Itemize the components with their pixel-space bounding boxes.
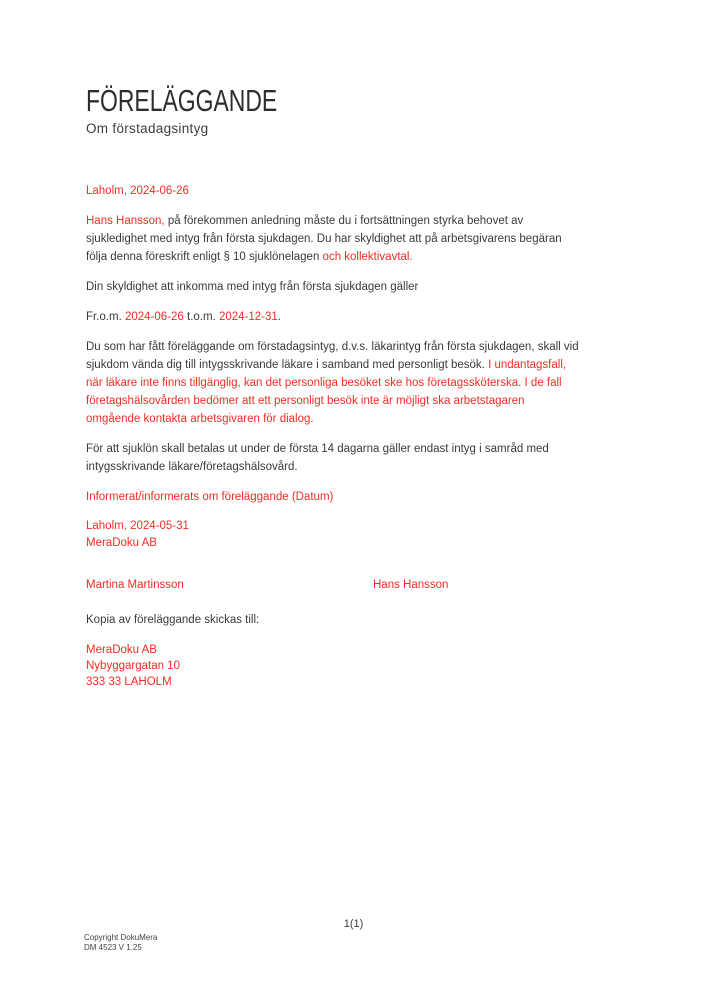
copy-heading: Kopia av föreläggande skickas till: <box>86 614 260 626</box>
collective-agreement-ref: och kollektivavtal. <box>322 251 413 263</box>
signing-block <box>86 518 646 552</box>
from-date: 2024-06-26 <box>124 311 184 323</box>
signature-employee: Hans Hansson <box>373 579 449 591</box>
text-segment: på förekommen anledning måste du i fortsättningen styrka behovet av <box>164 215 524 227</box>
text-line: omgående kontakta arbetsgivaren för dialog. <box>86 413 314 425</box>
signing-company: MeraDoku AB <box>86 537 157 549</box>
document-version: DM 4523 V 1.25 <box>84 943 142 952</box>
signature-employer: Martina Martinsson <box>86 579 184 591</box>
to-date: 2024-12-31 <box>218 311 278 323</box>
copyright-line: Copyright DokuMera <box>84 933 158 942</box>
informed-date-line: Informerat/informerats om föreläggande (Datum) <box>86 491 334 503</box>
exception-clause: I undantagsfall, <box>484 359 567 371</box>
text-line: För att sjuklön skall betalas ut under de första 14 dagarna gäller endast intyg i samråd med <box>86 443 549 455</box>
paragraph-sick-pay <box>86 440 646 476</box>
address-street: Nybyggargatan 10 <box>86 660 180 672</box>
paragraph-validity-intro: Din skyldighet att inkomma med intyg från första sjukdagen gäller <box>86 281 419 293</box>
address-postal-city: 333 33 LAHOLM <box>86 676 172 688</box>
text-line: Du som har fått föreläggande om förstadagsintyg, d.v.s. läkarintyg från första sjukdagen, skall vid <box>86 341 579 353</box>
signature-row <box>86 576 646 594</box>
text-line: företagshälsovården bedömer att ett personligt besök inte är möjligt ska arbetstagaren <box>86 395 525 407</box>
text-line: sjukledighet med intyg från första sjukdagen. Du har skyldighet att på arbetsgivarens begäran <box>86 233 562 245</box>
text-line <box>86 212 646 230</box>
copyright-block <box>84 933 157 953</box>
text-line: intygsskrivande läkare/företagshälsovård. <box>86 461 298 473</box>
paragraph-obligation <box>86 212 646 266</box>
text-line <box>86 248 646 266</box>
text-line <box>86 356 646 374</box>
address-company: MeraDoku AB <box>86 644 157 656</box>
document-title: FÖRELÄGGANDE <box>86 83 278 118</box>
text-segment: följa denna föreskrift enligt § 10 sjuklönelagen <box>86 251 323 263</box>
document-subtitle: Om förstadagsintyg <box>86 121 209 136</box>
copy-address-block <box>86 642 646 690</box>
employee-name: Hans Hansson, <box>86 215 165 227</box>
paragraph-validity-dates <box>86 308 646 326</box>
signing-place-date: Laholm, 2024-05-31 <box>86 520 189 532</box>
issue-date-line: Laholm, 2024-06-26 <box>86 185 189 197</box>
text-segment: . <box>277 311 281 323</box>
page-number: 1(1) <box>343 918 364 930</box>
text-segment: t.o.m. <box>183 311 219 323</box>
text-segment: Fr.o.m. <box>86 311 125 323</box>
document-content <box>86 83 646 690</box>
text-line: när läkare inte finns tillgänglig, kan det personliga besöket ske hos företagssköterska. I de fall <box>86 377 562 389</box>
text-segment: sjukdom vända dig till intygsskrivande läkare i samband med personligt besök. <box>86 359 485 371</box>
paragraph-instructions <box>86 338 646 428</box>
